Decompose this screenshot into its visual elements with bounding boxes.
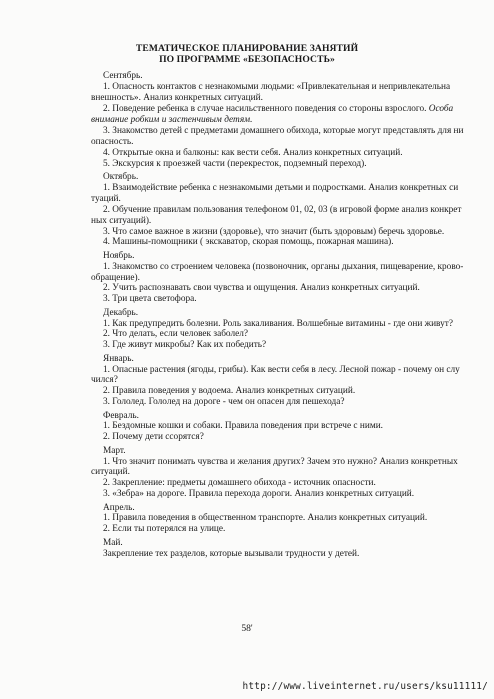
month-heading: Апрель. — [103, 502, 135, 513]
plan-item: 3. Где живут микробы? Как их победить? — [103, 340, 267, 351]
plan-item: 2. Что делать, если человек заболел? — [103, 329, 248, 340]
plan-content — [91, 71, 475, 559]
plan-item: Закрепление тех разделов, которые вызывали трудности у детей. — [103, 548, 360, 559]
plan-item: 5. Экскурсия к проезжей части (перекресток, подземный переход). — [103, 158, 367, 169]
source-watermark: http://www.liveinternet.ru/users/ksu11111/ — [242, 681, 488, 692]
month-heading: Январь. — [103, 353, 134, 364]
plan-item: 1. Знакомство со строением человека (позвоночник, органы дыхания, пищеварение, крово-обращение). — [91, 261, 464, 283]
plan-item: 1. Правила поведения в общественном транспорте. Анализ конкретных ситуаций. — [103, 513, 428, 524]
plan-item: 3. Три цвета светофора. — [103, 294, 197, 305]
month-heading: Декабрь. — [103, 307, 139, 318]
month-heading: Май. — [103, 537, 123, 548]
plan-item: 1. Опасность контактов с незнакомыми людьми: «Привлекательная и непривлекательна внешность». Анализ конкретных ситуаций. — [91, 81, 451, 103]
title-line-2: ПО ПРОГРАММЕ «БЕЗОПАСНОСТЬ» — [159, 54, 335, 65]
month-heading: Март. — [103, 445, 126, 456]
title-line-1: ТЕМАТИЧЕСКОЕ ПЛАНИРОВАНИЕ ЗАНЯТИЙ — [135, 43, 359, 54]
plan-item: 3. Что самое важное в жизни (здоровье), что значит (быть здоровым) беречь здоровье. — [103, 226, 445, 237]
plan-item: 1. Опасные растения (ягоды, грибы). Как вести себя в лесу. Лесной пожар - почему он слу чился? — [91, 364, 460, 386]
plan-item: 2. Закрепление: предметы домашнего обихода - источник опасности. — [103, 478, 376, 489]
plan-item — [91, 104, 475, 126]
plan-item: 1. Бездомные кошки и собаки. Правила поведения при встрече с ними. — [103, 421, 384, 432]
plan-item: 2. Если ты потерялся на улице. — [103, 524, 226, 535]
plan-item: 2. Почему дети ссорятся? — [103, 432, 204, 443]
plan-item: 2. Обучение правилам пользования телефоном 01, 02, 03 (в игровой форме анализ конкрет ных ситуаций). — [91, 204, 462, 226]
plan-item: 3. Гололед. Гололед на дороге - чем он опасен для пешехода? — [103, 397, 345, 408]
page-number: 58' — [241, 623, 253, 634]
plan-item: 2. Правила поведения у водоема. Анализ конкретных ситуаций. — [103, 386, 356, 397]
plan-item: 1. Взаимодействие ребенка с незнакомыми детьми и подростками. Анализ конкретных си туаций. — [91, 182, 459, 204]
plan-item: 3. «Зебра» на дороге. Правила перехода дороги. Анализ конкретных ситуаций. — [103, 489, 415, 500]
plan-item: 2. Учить распознавать свои чувства и ощущения. Анализ конкретных ситуаций. — [103, 283, 420, 294]
month-heading: Ноябрь. — [103, 250, 135, 261]
plan-item-text: 2. Поведение ребенка в случае насильственного поведения со стороны взрослого. — [103, 103, 427, 114]
plan-item: 1. Что значит понимать чувства и желания других? Зачем это нужно? Анализ конкретных ситуаций. — [91, 456, 458, 478]
plan-item: 3. Знакомство детей с предметами домашнего обихода, которые могут представлять для ни опасность. — [91, 125, 464, 147]
plan-item: 4. Открытые окна и балконы: как вести себя. Анализ конкретных ситуаций. — [103, 147, 403, 158]
italic-note: Особа внимание робким и застенчивым детям. — [91, 103, 454, 125]
month-heading: Сентябрь. — [103, 71, 143, 81]
plan-item: 4. Машины-помощники ( экскаватор, скорая помощь, пожарная машина). — [103, 237, 394, 248]
month-heading: Февраль. — [103, 410, 139, 421]
plan-item: 1. Как предупредить болезни. Роль закаливания. Волшебные витамины - где они живут? — [103, 318, 453, 329]
month-heading: Октябрь. — [103, 171, 139, 182]
